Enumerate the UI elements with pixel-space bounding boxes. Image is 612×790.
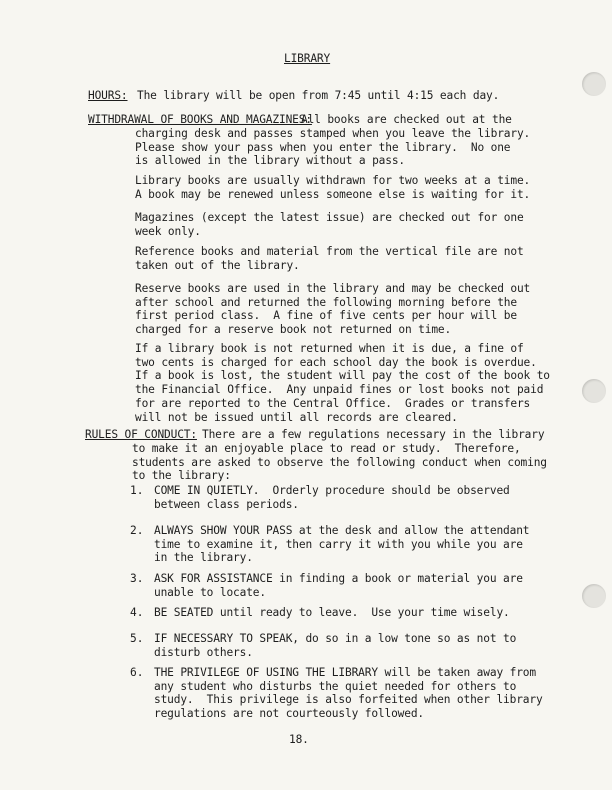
withdrawal-paragraph-line: for are reported to the Central Office. Grades or transfers bbox=[135, 396, 531, 410]
withdrawal-paragraph-line: is allowed in the library without a pass. bbox=[135, 154, 406, 168]
rule-item-line: disturb others. bbox=[154, 645, 253, 659]
rules-first-line: There are a few regulations necessary in the library bbox=[202, 428, 545, 441]
withdrawal-paragraph-line: If a library book is not returned when it is due, a fine of bbox=[135, 342, 524, 355]
rule-item-line: ALWAYS SHOW YOUR PASS at the desk and allow the attendant bbox=[154, 524, 530, 537]
page-title: LIBRARY bbox=[284, 52, 331, 65]
withdrawal-paragraph-line: charging desk and passes stamped when you leave the library. bbox=[135, 127, 531, 140]
withdrawal-paragraph-line: Reference books and material from the vertical file are not bbox=[135, 245, 524, 258]
page-number: 18. bbox=[289, 733, 309, 746]
rule-item-line: COME IN QUIETLY. Orderly procedure should be observed bbox=[154, 484, 510, 497]
withdrawal-paragraph-line: first period class. A fine of five cents per hour will be bbox=[135, 309, 517, 323]
rule-item-line: ASK FOR ASSISTANCE in finding a book or material you are bbox=[154, 572, 523, 585]
rule-number: 3. bbox=[130, 572, 144, 585]
rule-item-line: unable to locate. bbox=[154, 585, 266, 599]
rule-number: 4. bbox=[130, 606, 144, 619]
withdrawal-paragraph-line: week only. bbox=[135, 224, 201, 238]
withdrawal-paragraph-line: A book may be renewed unless someone else is waiting for it. bbox=[135, 187, 531, 201]
withdrawal-paragraph-line: charged for a reserve book not returned on time. bbox=[135, 323, 452, 337]
rule-number: 5. bbox=[130, 632, 144, 645]
rule-number: 2. bbox=[130, 524, 144, 537]
rules-intro-line: students are asked to observe the following conduct when coming bbox=[132, 455, 547, 469]
rule-item-line: BE SEATED until ready to leave. Use your time wisely. bbox=[154, 606, 510, 619]
rule-item-line: THE PRIVILEGE OF USING THE LIBRARY will be taken away from bbox=[154, 666, 536, 679]
withdrawal-first-line: All books are checked out at the bbox=[301, 113, 512, 126]
withdrawal-paragraph-line: Magazines (except the latest issue) are checked out for one bbox=[135, 211, 524, 224]
withdrawal-paragraph-line: taken out of the library. bbox=[135, 258, 300, 272]
rules-intro-line: to make it an enjoyable place to read or study. Therefore, bbox=[132, 442, 521, 455]
hours-text: The library will be open from 7:45 until 4:15 each day. bbox=[137, 89, 500, 102]
rule-item-line: study. This privilege is also forfeited when other library bbox=[154, 693, 543, 707]
binder-hole bbox=[582, 584, 606, 608]
withdrawal-paragraph-line: Reserve books are used in the library and may be checked out bbox=[135, 282, 531, 295]
rule-item-line: IF NECESSARY TO SPEAK, do so in a low tone so as not to bbox=[154, 632, 517, 645]
rule-number: 1. bbox=[130, 484, 144, 497]
rule-item-line: time to examine it, then carry it with you while you are bbox=[154, 537, 523, 551]
rules-heading: RULES OF CONDUCT: bbox=[85, 428, 197, 441]
rule-item-line: regulations are not courteously followed. bbox=[154, 707, 425, 721]
withdrawal-heading: WITHDRAWAL OF BOOKS AND MAGAZINES: bbox=[88, 113, 312, 126]
binder-hole bbox=[582, 379, 606, 403]
rule-item-line: in the library. bbox=[154, 551, 253, 565]
rule-item-line: between class periods. bbox=[154, 497, 299, 511]
withdrawal-paragraph-line: will not be issued until all records are cleared. bbox=[135, 410, 458, 424]
hours-heading: HOURS: bbox=[88, 89, 128, 102]
withdrawal-paragraph-line: If a book is lost, the student will pay the cost of the book to bbox=[135, 369, 550, 383]
binder-hole bbox=[582, 72, 606, 96]
withdrawal-paragraph-line: the Financial Office. Any unpaid fines or lost books not paid bbox=[135, 383, 544, 397]
rules-intro-line: to the library: bbox=[132, 469, 231, 483]
rule-number: 6. bbox=[130, 666, 144, 679]
withdrawal-paragraph-line: two cents is charged for each school day the book is overdue. bbox=[135, 355, 537, 369]
withdrawal-paragraph-line: Please show your pass when you enter the library. No one bbox=[135, 140, 511, 154]
rule-item-line: any student who disturbs the quiet needed for others to bbox=[154, 679, 517, 693]
withdrawal-paragraph-line: Library books are usually withdrawn for two weeks at a time. bbox=[135, 174, 531, 187]
withdrawal-paragraph-line: after school and returned the following morning before the bbox=[135, 295, 517, 309]
